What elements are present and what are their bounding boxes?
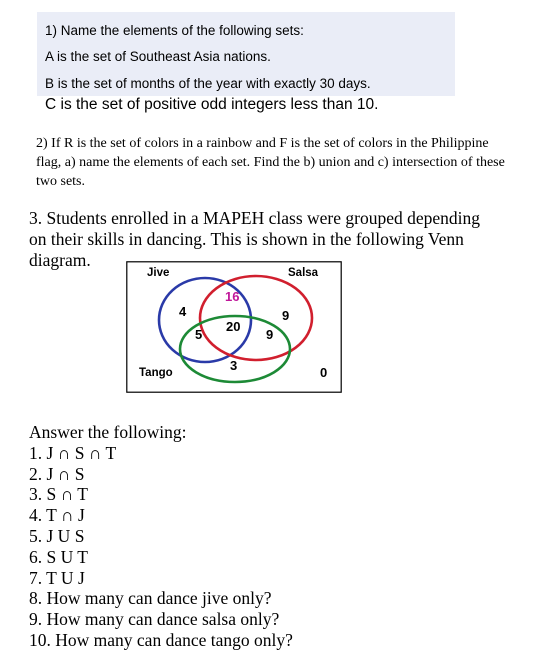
problem-3-line-2: on their skills in dancing. This is shown in the following Venn <box>29 229 464 249</box>
answer-item: 9. How many can dance salsa only? <box>29 609 280 630</box>
problem-1-set-c: C is the set of positive odd integers less than 10. <box>45 96 379 113</box>
jive-label: Jive <box>147 267 170 279</box>
problem-1-set-b: B is the set of months of the year with exactly 30 days. <box>45 76 371 91</box>
problem-1 <box>37 12 455 96</box>
answer-item: 3. S ∩ T <box>29 484 88 505</box>
problem-3-line-3: diagram. <box>29 250 91 270</box>
answer-item: 7. T U J <box>29 567 85 588</box>
none-count: 0 <box>320 365 328 380</box>
tango-only-count: 3 <box>230 358 238 373</box>
venn-diagram <box>126 261 342 393</box>
jive-only-count: 4 <box>179 304 187 319</box>
answer-item: 10. How many can dance tango only? <box>29 629 293 650</box>
problem-1-heading: 1) Name the elements of the following sets: <box>45 23 304 38</box>
problem-3-line-1: 3. Students enrolled in a MAPEH class were grouped depending <box>29 208 481 228</box>
problem-1-set-a: A is the set of Southeast Asia nations. <box>45 49 271 64</box>
salsa-label: Salsa <box>288 267 319 279</box>
answer-item: 1. J ∩ S ∩ T <box>29 442 117 463</box>
answer-item: 2. J ∩ S <box>29 463 85 484</box>
jive-tango-count: 5 <box>195 327 203 342</box>
answer-item: 5. J U S <box>29 525 85 546</box>
answer-heading: Answer the following: <box>29 422 187 442</box>
jive-salsa-count: 16 <box>225 289 240 304</box>
salsa-only-count: 9 <box>282 308 290 323</box>
salsa-tango-count: 9 <box>266 327 274 342</box>
all-three-count: 20 <box>226 319 241 334</box>
answer-item: 6. S U T <box>29 546 88 567</box>
answer-item: 4. T ∩ J <box>29 505 85 526</box>
problem-2: 2) If R is the set of colors in a rainbow and F is the set of colors in the Philippine flag, a) name the elements of each set. Find the b) union and c) intersection of these two sets. <box>36 136 505 189</box>
answer-list <box>29 422 469 651</box>
answer-item: 8. How many can dance jive only? <box>29 588 272 609</box>
tango-label: Tango <box>139 367 173 379</box>
